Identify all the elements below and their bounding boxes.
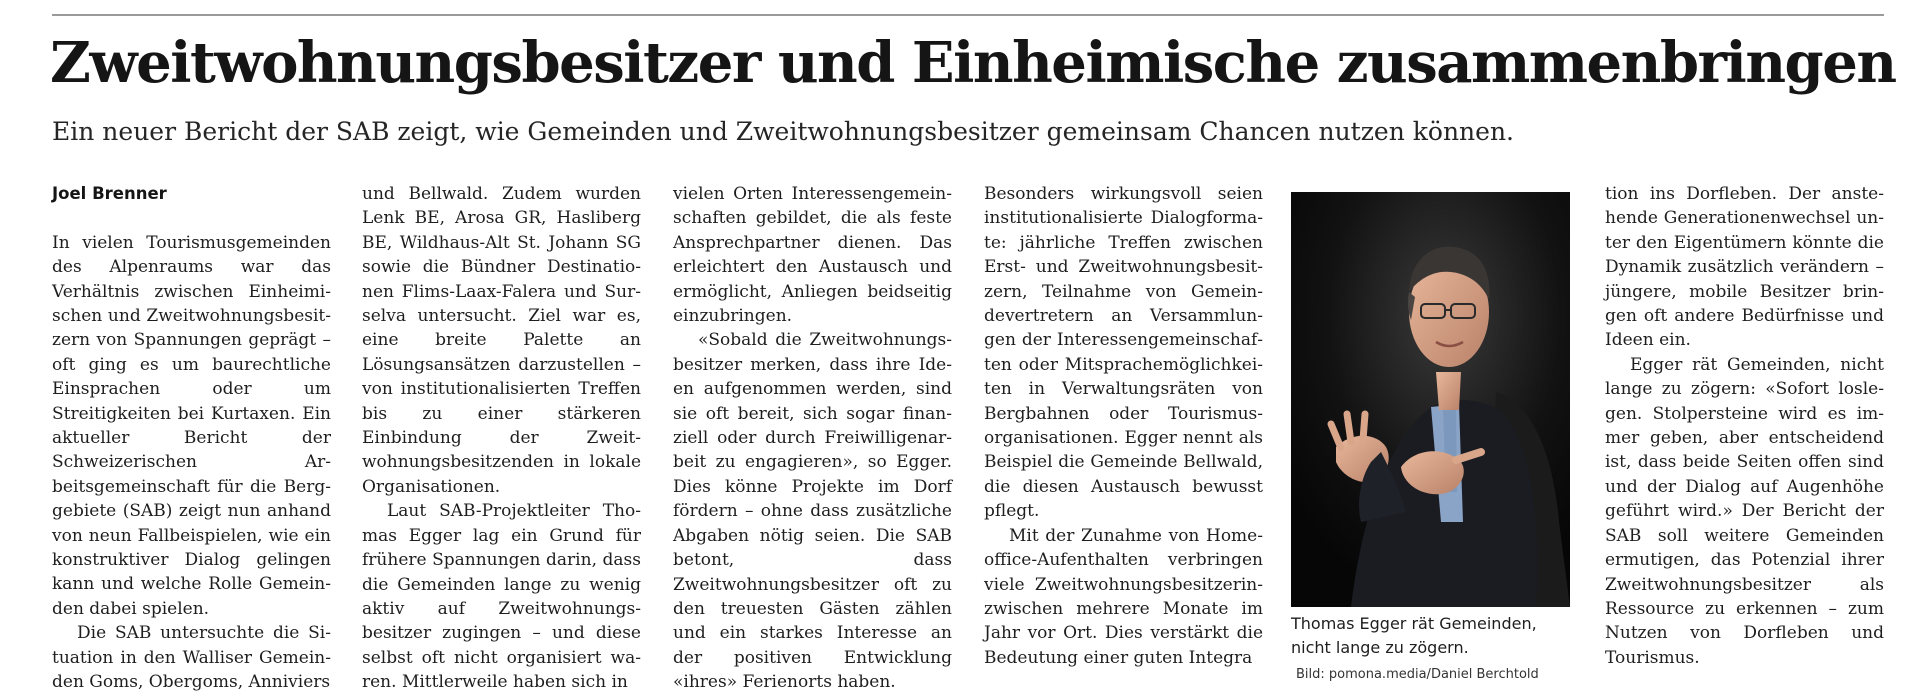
author-byline: Joel Brenner xyxy=(52,184,167,203)
article-headline: Zweitwohnungsbesitzer und Einheimische zusammenbringen xyxy=(50,30,1896,96)
paragraph: vielen Orten Interessengemeinschaften gebildet, die als feste Ansprechpartner dienen. Das erleichtert den Austausch und ermöglicht, Anliegen beidseitig einzubringen. xyxy=(673,184,952,327)
article-column-1 xyxy=(52,182,331,695)
paragraph: und Bellwald. Zudem wurden Lenk BE, Arosa GR, Hasliberg BE, Wildhaus-Alt St. Johann SG sowie die Bündner Destinationen Flims-Laax-Falera und Surselva untersucht. Ziel war es, eine breite Palette an Lösungsansätzen darzustellen – von institutionalisierten Treffen bis zu einer stärkeren Einbindung der Zweitwohnungsbesitzenden in lokale Organisationen. xyxy=(362,184,641,497)
paragraph: Egger rät Gemeinden, nicht lange zu zögern: «Sofort loslegen. Stolpersteine wird es immer geben, aber entscheidend ist, dass beide Seiten offen sind und der Dialog auf Augenhöhe geführt wird.» Der Bericht der SAB soll weitere Gemeinden ermutigen, das Potenzial ihrer Zweitwohnungsbesitzer als Ressource zu erkennen – zum Nutzen von Dorfleben und Tourismus. xyxy=(1605,354,1884,668)
article-lead: Ein neuer Bericht der SAB zeigt, wie Gemeinden und Zweitwohnungsbesitzer gemeinsam Chancen nutzen können. xyxy=(52,117,1514,146)
photo-caption: Thomas Egger rät Gemeinden, nicht lange zu zögern. xyxy=(1291,614,1537,657)
paragraph: Laut SAB-Projektleiter Thomas Egger lag ein Grund für frühere Spannungen darin, dass die Gemeinden lange zu wenig aktiv auf Zweitwohnungsbesitzer zugingen – und diese selbst oft nicht organisiert waren. Mittlerweile haben sich in xyxy=(362,501,641,693)
photo-credit: Bild: pomona.media/Daniel Berchtold xyxy=(1296,667,1539,682)
paragraph: Mit der Zunahme von Homeoffice-Aufenthalten verbringen viele Zweitwohnungsbesitzerinzwischen mehrere Monate im Jahr vor Ort. Dies verstärkt die Bedeutung einer guten Integra xyxy=(984,525,1263,668)
paragraph: Besonders wirkungsvoll seien institutionalisierte Dialogformate: jährliche Treffen zwischen Erst- und Zweitwohnungsbesitzern, Teilnahme von Gemeindevertretern an Versammlungen der Interessengemeinschaften oder Mitsprachemöglichkeiten in Verwaltungsräten von Bergbahnen oder Tourismusorganisationen. Egger nennt als Beispiel die Gemeinde Bellwald, die diesen Austausch bewusst pflegt. xyxy=(984,184,1263,522)
article-column-4 xyxy=(984,182,1263,670)
article-photo xyxy=(1291,192,1570,607)
paragraph: In vielen Tourismusgemeinden des Alpenraums war das Verhältnis zwischen Einheimischen und Zweitwohnungsbesitzern von Spannungen geprägt – oft ging es um baurechtliche Einsprachen oder um Streitigkeiten bei Kurtaxen. Ein aktueller Bericht der Schweizerischen Arbeitsgemeinschaft für die Berggebiete (SAB) zeigt nun anhand von neun Fallbeispielen, wie ein konstruktiver Dialog gelingen kann und welche Rolle Gemeinden dabei spielen. xyxy=(52,232,331,619)
paragraph: Die SAB untersuchte die Situation in den Walliser Gemeinden Goms, Obergoms, Anniviers xyxy=(52,623,331,693)
paragraph: «Sobald die Zweitwohnungsbesitzer merken, dass ihre Ideen aufgenommen werden, sind sie oft bereit, sich sogar finanziell oder durch Freiwilligenarbeit zu engagieren», so Egger. Dies könne Projekte im Dorf fördern – ohne dass zusätzliche Abgaben nötig seien. Die SAB betont, dass Zweitwohnungsbesitzer oft zu den treuesten Gästen zählen und ein starkes Interesse an der positiven Entwicklung «ihres» Ferienorts haben. xyxy=(673,330,952,693)
article-column-5 xyxy=(1605,182,1884,670)
paragraph: tion ins Dorfleben. Der anstehende Generationenwechsel unter den Eigentümern könnte die Dynamik zusätzlich verändern – jüngere, mobile Besitzer bringen oft andere Bedürfnisse und Ideen ein. xyxy=(1605,184,1884,351)
top-rule xyxy=(52,14,1884,16)
article-column-2 xyxy=(362,182,641,695)
portrait-image xyxy=(1291,192,1570,607)
article-column-3 xyxy=(673,182,952,695)
